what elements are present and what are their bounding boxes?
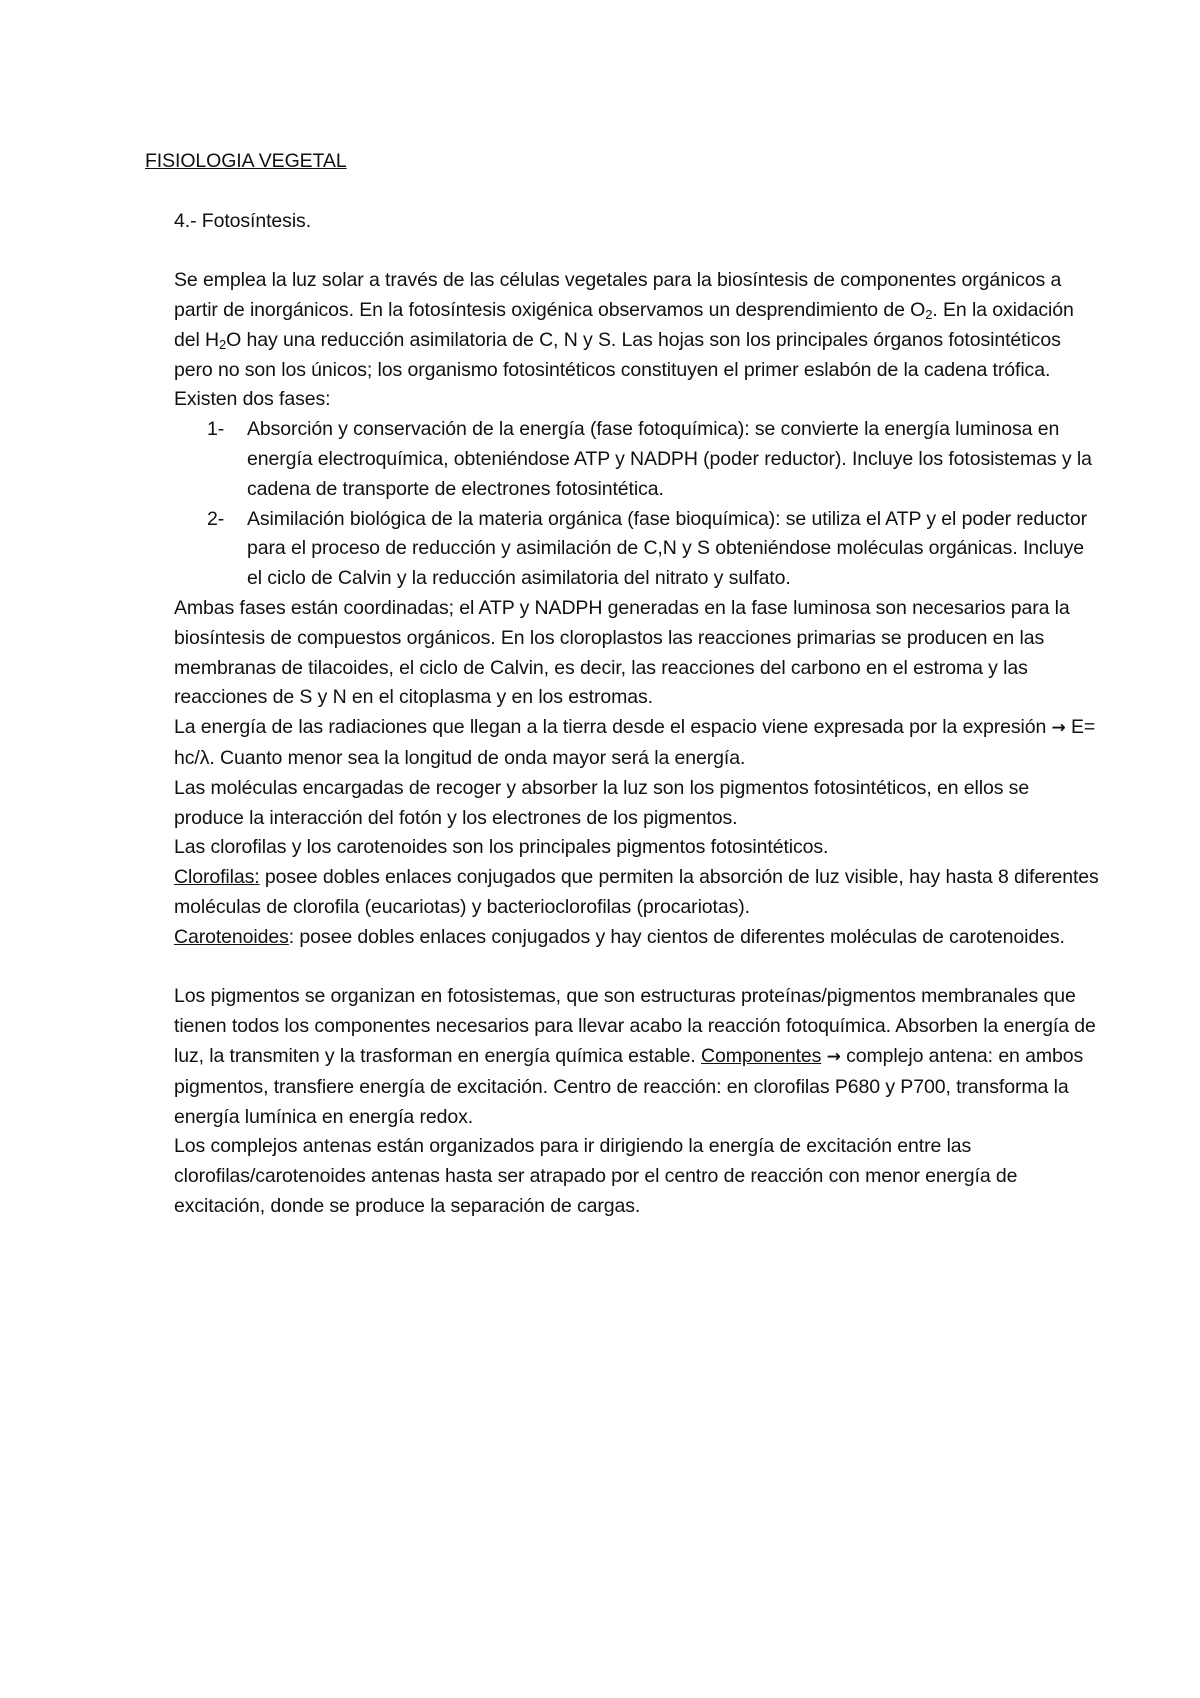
list-item [174,505,1100,594]
arrow-right-icon: → [826,1046,841,1067]
fotosistemas-paragraph [174,982,1100,1132]
fotosistemas-text-a: Los pigmentos se organizan en fotosistemas, que son estructuras proteínas/pigmentos membranales que tienen todos los componentes necesarios para llevar acabo la reacción fotoquímica. Absorben la energía de luz, la transmiten y la trasforman en energía química estable. [174,985,1096,1067]
energy-text-a: La energía de las radiaciones que llegan a la tierra desde el espacio viene expresada por la expresión [174,716,1052,739]
clorofilas-paragraph [174,863,1100,923]
fotosistemas-text-b: complejo antena: en ambos pigmentos, transfiere energía de excitación. Centro de reacción: en clorofilas P680 y P700, transforma la energía lumínica en energía redox. [174,1044,1084,1128]
energy-paragraph [174,713,1100,774]
document-title: FISIOLOGIA VEGETAL [145,150,347,172]
energy-text-b: E= hc/λ. Cuanto menor sea la longitud de onda mayor será la energía. [174,716,1096,769]
carotenoides-label: Carotenoides [174,925,289,948]
o2-subscript: 2 [925,306,933,322]
list-number: 2- [207,507,225,530]
principal-paragraph: Las clorofilas y los carotenoides son los principales pigmentos fotosintéticos. [174,836,829,859]
list-item-text: Absorción y conservación de la energía (fase fotoquímica): se convierte la energía luminosa en energía electroquímica, obteniéndose ATP y NADPH (poder reductor). Incluye los fotosistemas y la cadena de transporte de electrones fotosintética. [247,418,1092,500]
intro-text-b: . En la oxidación del H [174,298,1074,351]
intro-paragraph [174,266,1100,385]
list-number: 1- [207,418,225,441]
componentes-label: Componentes [700,1044,822,1067]
antenas-paragraph: Los complejos antenas están organizados para ir dirigiendo la energía de excitación entre las clorofilas/carotenoides antenas hasta ser atrapado por el centro de reacción con menor energía de excitación, donde se produce la separación de cargas. [174,1135,1018,1217]
molecules-paragraph: Las moléculas encargadas de recoger y absorber la luz son los pigmentos fotosintéticos, en ellos se produce la interacción del fotón y los electrones de los pigmentos. [174,776,1030,829]
carotenoides-text: : posee dobles enlaces conjugados y hay cientos de diferentes moléculas de carotenoides. [288,925,1065,948]
list-item [174,415,1100,504]
coordination-paragraph: Ambas fases están coordinadas; el ATP y NADPH generadas en la fase luminosa son necesarios para la biosíntesis de compuestos orgánicos. En los cloroplastos las reacciones primarias se producen en las membranas de tilacoides, el ciclo de Calvin, es decir, las reacciones del carbono en el estroma y las reacciones de S y N en el citoplasma y en los estromas. [174,596,1070,709]
h2o-subscript: 2 [219,336,227,352]
phases-intro: Existen dos fases: [174,388,331,411]
intro-text-c: O hay una reducción asimilatoria de C, N y S. Las hojas son los principales órganos fotosintéticos pero no son los únicos; los organismo fotosintéticos constituyen el primer eslabón de la cadena trófica. [174,328,1061,381]
intro-text-a: Se emplea la luz solar a través de las células vegetales para la biosíntesis de componentes orgánicos a partir de inorgánicos. En la fotosíntesis oxigénica observamos un desprendimiento de O [174,269,1062,321]
carotenoides-paragraph [174,923,1100,953]
clorofilas-label: Clorofilas: [174,866,260,889]
arrow-right-icon: → [1051,718,1066,739]
phases-list [174,415,1100,594]
clorofilas-text: posee dobles enlaces conjugados que permiten la absorción de luz visible, hay hasta 8 diferentes moléculas de clorofila (eucariotas) y bacterioclorofilas (procariotas). [174,866,1099,918]
section-heading: 4.- Fotosíntesis. [174,209,312,232]
list-item-text: Asimilación biológica de la materia orgánica (fase bioquímica): se utiliza el ATP y el poder reductor para el proceso de reducción y asimilación de C,N y S obteniéndose moléculas orgánicas. Incluye el ciclo de Calvin y la reducción asimilatoria del nitrato y sulfato. [247,507,1088,590]
